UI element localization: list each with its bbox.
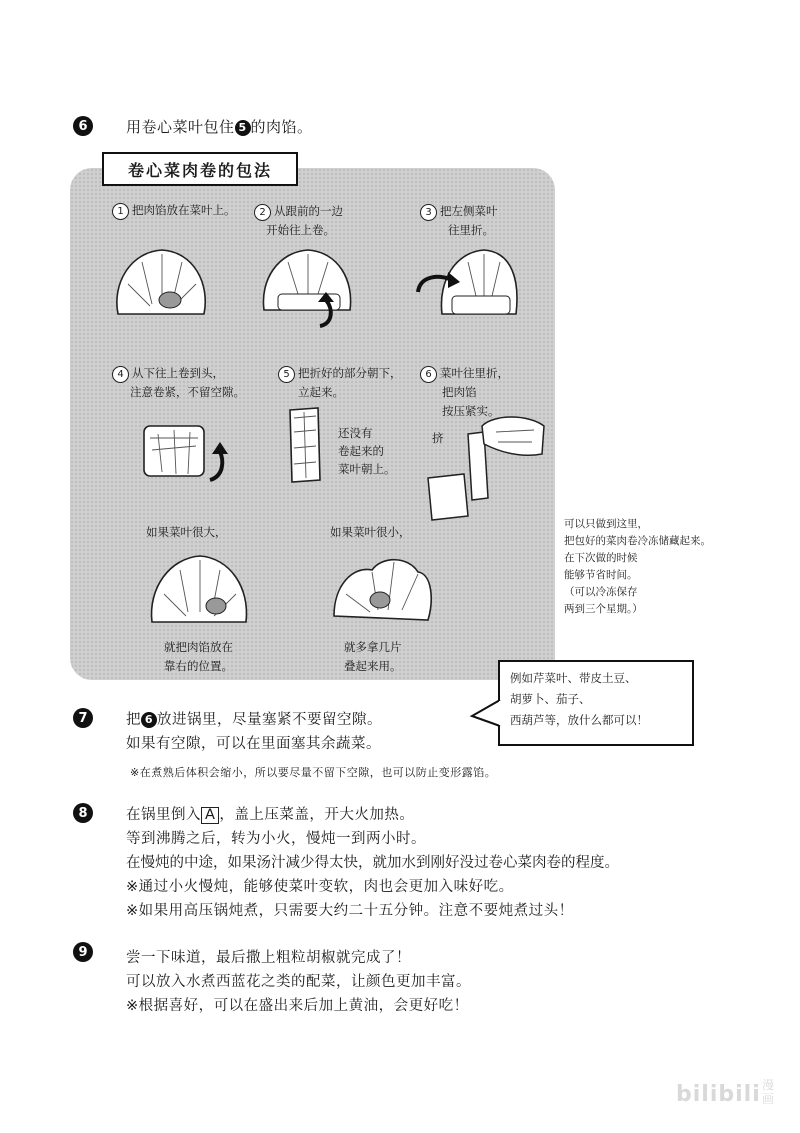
side-note-line-1: 可以只做到这里， xyxy=(564,518,648,530)
step-7-number: 7 xyxy=(73,708,93,728)
small-leaf-caption-1: 就多拿几片 xyxy=(344,640,402,654)
substep-4-number: 4 xyxy=(112,366,129,383)
step-6-text-post: 的肉馅。 xyxy=(250,118,313,136)
step-7-note: ※在煮熟后体积会缩小，所以要尽量不留下空隙，也可以防止变形露馅。 xyxy=(130,766,497,779)
substep-6-line-2: 把肉馅 xyxy=(442,385,477,399)
step-8-line-1-post: ，盖上压菜盖，开大火加热。 xyxy=(219,807,415,823)
step-8-line-1-pre: 在锅里倒入 xyxy=(126,807,201,823)
small-leaf-label: 如果菜叶很小， xyxy=(330,525,411,539)
step-8-line-5: ※如果用高压锅炖煮，只需要大约二十五分钟。注意不要炖煮过头！ xyxy=(126,903,574,919)
step-9-line-2: 可以放入水煮西蓝花之类的配菜，让颜色更加丰富。 xyxy=(126,974,471,990)
bubble-tail xyxy=(470,696,502,730)
ingredient-a-box: A xyxy=(201,807,219,824)
step-8-line-4: ※通过小火慢炖，能够使菜叶变软，肉也会更加入味好吃。 xyxy=(126,879,514,895)
watermark-sub-2: 画 xyxy=(762,1092,775,1106)
step-9-line-3: ※根据喜好，可以在盛出来后加上黄油，会更好吃！ xyxy=(126,998,469,1014)
substep-6-number: 6 xyxy=(420,366,437,383)
bubble-line-1: 例如芹菜叶、带皮土豆、 xyxy=(510,671,637,685)
substep-5-line-2: 立起来。 xyxy=(298,385,344,399)
substep-1-number: 1 xyxy=(112,203,129,220)
substep-3 xyxy=(420,202,498,240)
substep-2 xyxy=(254,202,343,240)
big-leaf-illustration xyxy=(148,552,250,632)
fold-left-illustration xyxy=(412,244,522,330)
unrolled-note-line-1: 还没有 xyxy=(338,426,373,440)
bilibili-watermark-sub xyxy=(762,1078,774,1106)
step-8-number: 8 xyxy=(73,803,93,823)
rolled-cabbage-illustration xyxy=(140,416,240,486)
step-7-line-2: 如果有空隙，可以在里面塞其余蔬菜。 xyxy=(126,736,381,752)
watermark-sub-1: 漫 xyxy=(762,1078,775,1092)
substep-5 xyxy=(278,364,402,402)
substep-4-line-2: 注意卷紧，不留空隙。 xyxy=(130,385,245,399)
hand-press-illustration xyxy=(424,412,548,522)
step-9-number: 9 xyxy=(73,942,93,962)
bubble-line-3: 西葫芦等，放什么都可以！ xyxy=(510,713,648,727)
pinch-label: 挤 xyxy=(432,431,444,445)
side-note-line-5: （可以冷冻保存 xyxy=(564,586,638,598)
standing-roll-illustration xyxy=(286,404,326,484)
substep-3-number: 3 xyxy=(420,204,437,221)
step-6-number: 6 xyxy=(73,116,93,136)
side-note-line-3: 在下次做的时候 xyxy=(564,552,638,564)
step-6-ref-badge: 5 xyxy=(235,120,251,136)
substep-5-line-1: 把折好的部分朝下， xyxy=(298,366,402,380)
panel-title: 卷心菜肉卷的包法 xyxy=(102,152,298,186)
step-8-line-1 xyxy=(126,803,414,824)
substep-1 xyxy=(112,202,236,220)
small-leaf-caption xyxy=(344,638,402,676)
step-7-line-1-post: 放进锅里，尽量塞紧不要留空隙。 xyxy=(157,712,382,728)
side-note-line-6: 两到三个星期。） xyxy=(564,603,643,615)
step-7-line-1-pre: 把 xyxy=(126,712,141,728)
substep-2-line-2: 开始往上卷。 xyxy=(266,223,335,237)
small-leaves-illustration xyxy=(332,550,434,630)
unrolled-note-line-3: 菜叶朝上。 xyxy=(338,462,396,476)
freezing-side-note xyxy=(564,516,711,618)
step-8-line-2: 等到沸腾之后，转为小火，慢炖一到两小时。 xyxy=(126,831,426,847)
big-leaf-caption xyxy=(164,638,233,676)
step-6-text-pre: 用卷心菜叶包住 xyxy=(126,118,235,136)
bilibili-watermark: bilibili xyxy=(676,1082,761,1107)
substep-6-line-3: 按压紧实。 xyxy=(442,404,500,418)
big-leaf-caption-1: 就把肉馅放在 xyxy=(164,640,233,654)
small-leaf-caption-2: 叠起来用。 xyxy=(344,659,402,673)
unrolled-note xyxy=(338,424,396,478)
bubble-line-2: 胡萝卜、茄子、 xyxy=(510,692,591,706)
rolling-leaf-illustration xyxy=(260,244,356,330)
step-6-text xyxy=(126,116,313,137)
substep-2-number: 2 xyxy=(254,204,271,221)
vegetable-suggestion-bubble xyxy=(498,660,694,746)
unrolled-note-line-2: 卷起来的 xyxy=(338,444,384,458)
cabbage-leaf-with-meat-illustration xyxy=(112,244,210,324)
substep-3-line-2: 往里折。 xyxy=(448,223,494,237)
step-8-line-3: 在慢炖的中途，如果汤汁减少得太快，就加水到刚好没过卷心菜肉卷的程度。 xyxy=(126,855,619,871)
side-note-line-4: 能够节省时间。 xyxy=(564,569,638,581)
big-leaf-caption-2: 靠右的位置。 xyxy=(164,659,233,673)
substep-2-line-1: 从跟前的一边 xyxy=(274,204,343,218)
step-7-ref-badge: 6 xyxy=(141,712,157,728)
substep-5-number: 5 xyxy=(278,366,295,383)
step-7-line-1 xyxy=(126,708,382,729)
substep-6-line-1: 菜叶往里折， xyxy=(440,366,509,380)
big-leaf-label: 如果菜叶很大， xyxy=(146,525,227,539)
substep-3-line-1: 把左侧菜叶 xyxy=(440,204,498,218)
substep-4-line-1: 从下往上卷到头， xyxy=(132,366,224,380)
step-9-line-1: 尝一下味道，最后撒上粗粒胡椒就完成了！ xyxy=(126,950,411,966)
substep-4 xyxy=(112,364,245,402)
substep-1-line: 把肉馅放在菜叶上。 xyxy=(132,203,236,217)
side-note-line-2: 把包好的菜肉卷冷冻储藏起来。 xyxy=(564,535,711,547)
